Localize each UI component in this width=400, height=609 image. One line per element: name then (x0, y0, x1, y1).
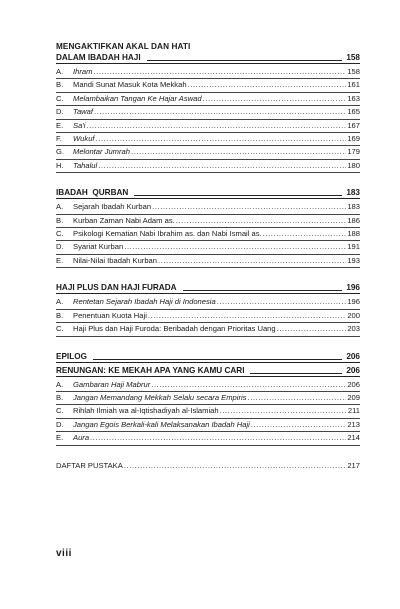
dot-leader (93, 66, 346, 78)
toc-entry-page: 213 (347, 419, 360, 429)
epilog-heading: EPILOG (56, 351, 87, 361)
toc-entry-page: 179 (347, 147, 360, 157)
toc-entry-page: 183 (347, 202, 360, 212)
section-page-number: 196 (346, 283, 360, 293)
section-page-number: 183 (346, 188, 360, 198)
section-heading-row (56, 282, 360, 294)
toc-entry-letter: B. (56, 215, 64, 225)
toc-item-list (56, 296, 360, 336)
toc-entry-page: 167 (347, 120, 360, 130)
toc-entry-letter: A. (56, 202, 64, 212)
toc-entry-title: Haji Plus dan Haji Furoda: Beribadah dengan Prioritas Uang (73, 324, 276, 334)
dot-leader (158, 255, 346, 267)
heading-rule (147, 60, 343, 61)
toc-entry (56, 379, 360, 392)
toc-item-list (56, 66, 360, 173)
toc-bibliography (56, 460, 360, 472)
toc-entry (56, 296, 360, 309)
toc-entry (56, 146, 360, 159)
section-heading-line2: DALAM IBADAH HAJI (56, 53, 141, 62)
toc-entry-title: Rihlah Ilmiah wa al-Iqtishadiyah al-Islamiah (73, 406, 219, 416)
section-heading-line1: MENGAKTIFKAN AKAL DAN HATI (56, 42, 191, 51)
heading-rule (183, 290, 343, 291)
toc-entry (56, 215, 360, 228)
toc-entry-page: 191 (347, 242, 360, 252)
page-folio: viii (56, 548, 72, 559)
bibliography-title: DAFTAR PUSTAKA (56, 460, 123, 470)
dot-leader (251, 419, 346, 431)
section-heading-row (56, 187, 360, 199)
toc-entry-letter: D. (56, 107, 64, 117)
toc-entry-page: 165 (347, 107, 360, 117)
toc-section-epilog (56, 351, 360, 446)
toc-section-haji-plus (56, 282, 360, 336)
toc-entry-page: 214 (347, 433, 360, 443)
toc-entry (56, 120, 360, 133)
heading-rule (134, 195, 342, 196)
dot-leader (176, 215, 347, 227)
toc-entry-page: 209 (347, 392, 360, 402)
toc-entry-page: 188 (347, 229, 360, 239)
toc-entry (56, 419, 360, 432)
toc-entry-title: Tawaf (73, 107, 93, 117)
dot-leader (152, 201, 346, 213)
toc-entry (56, 310, 360, 323)
toc-entry-page: 158 (347, 67, 360, 76)
renungan-heading: RENUNGAN: KE MEKAH APA YANG KAMU CARI (56, 365, 245, 375)
dot-leader (203, 93, 347, 105)
toc-entry-letter: B. (56, 80, 64, 90)
toc-entry-page: 206 (347, 379, 360, 389)
toc-entry (56, 255, 360, 268)
dot-leader (98, 160, 346, 172)
toc-entry-letter: A. (56, 67, 64, 76)
toc-entry (56, 160, 360, 173)
toc-entry-title: Gambaran Haji Mabrur (73, 379, 151, 389)
toc-entry-letter: F. (56, 134, 62, 144)
toc-entry-letter: G. (56, 147, 65, 157)
dot-leader (188, 79, 347, 91)
table-of-contents (56, 41, 360, 472)
toc-entry-title: Wukuf (73, 134, 95, 144)
toc-item-list (56, 201, 360, 268)
toc-entry-letter: C. (56, 406, 64, 416)
toc-entry (56, 392, 360, 405)
toc-entry-letter: D. (56, 242, 64, 252)
toc-entry-letter: E. (56, 120, 64, 130)
toc-entry-page: 163 (347, 93, 360, 103)
toc-entry-title: Rentetan Sejarah Ibadah Haji di Indonesia (73, 297, 216, 307)
toc-section-akal-hati (56, 41, 360, 173)
toc-entry-page: 196 (347, 297, 360, 307)
toc-entry (56, 66, 360, 79)
bibliography-page-number: 217 (347, 460, 360, 470)
toc-entry-letter: B. (56, 392, 64, 402)
toc-entry (56, 79, 360, 92)
dot-leader (124, 241, 346, 253)
toc-entry-page: 161 (347, 80, 360, 90)
section-heading: HAJI PLUS DAN HAJI FURADA (56, 283, 177, 293)
section-heading: IBADAH QURBAN (56, 188, 129, 198)
toc-entry-title: Jangan Memandang Mekkah Selalu secara Empiris (73, 392, 247, 402)
toc-entry-title: Psikologi Kematian Nabi Ibrahim as. dan Nabi Ismail as. (73, 229, 262, 239)
dot-leader (217, 296, 347, 308)
dot-leader (124, 460, 347, 472)
epilog-page-number: 206 (346, 351, 360, 361)
toc-entry-page: 211 (347, 406, 360, 416)
toc-entry (56, 432, 360, 445)
toc-entry-letter: C. (56, 324, 64, 334)
toc-entry-title: Melontar Jumrah (73, 147, 130, 157)
toc-item-list (56, 379, 360, 446)
toc-entry-title: Jangan Egois Berkali-kali Melaksanakan Ibadah Haji (73, 419, 250, 429)
toc-entry (56, 106, 360, 119)
dot-leader (247, 392, 346, 404)
toc-entry-letter: E. (56, 255, 64, 265)
toc-entry-title: Sejarah Ibadah Kurban (73, 202, 152, 212)
toc-entry-title: Syariat Kurban (73, 242, 124, 252)
epilog-heading-row (56, 351, 360, 363)
dot-leader (263, 228, 347, 240)
dot-leader (94, 106, 346, 118)
toc-entry-letter: A. (56, 379, 64, 389)
toc-entry-letter: C. (56, 93, 64, 103)
toc-entry-letter: H. (56, 160, 64, 170)
heading-rule (93, 359, 342, 360)
dot-leader (96, 133, 347, 145)
toc-entry-letter: A. (56, 297, 64, 307)
toc-entry-letter: C. (56, 229, 64, 239)
toc-entry (56, 323, 360, 336)
dot-leader (86, 120, 346, 132)
toc-entry (56, 241, 360, 254)
toc-entry-title: Ihram (73, 67, 93, 76)
dot-leader (90, 432, 346, 444)
toc-entry-title: Aura (73, 433, 90, 443)
toc-section-qurban (56, 187, 360, 268)
toc-entry-title: Nilai-Nilai Ibadah Kurban (73, 255, 157, 265)
toc-entry-title: Melambaikan Tangan Ke Hajar Aswad (73, 93, 202, 103)
dot-leader (131, 146, 346, 158)
toc-entry-title: Tahalul (73, 160, 98, 170)
renungan-page-number: 206 (346, 365, 360, 375)
toc-entry-letter: E. (56, 433, 64, 443)
toc-entry-page: 203 (347, 324, 360, 334)
dot-leader (220, 405, 347, 417)
toc-entry (56, 133, 360, 146)
dot-leader (277, 323, 347, 335)
renungan-heading-row (56, 365, 360, 377)
toc-entry-letter: D. (56, 419, 64, 429)
toc-entry-page: 200 (347, 310, 360, 320)
toc-entry-title: Penentuan Kuota Haji (73, 310, 147, 320)
toc-entry-title: Kurban Zaman Nabi Adam as. (73, 215, 175, 225)
section-page-number: 158 (346, 53, 360, 62)
toc-entry-page: 186 (347, 215, 360, 225)
dot-leader (151, 379, 346, 391)
toc-entry-page: 193 (347, 255, 360, 265)
dot-leader (148, 310, 346, 322)
toc-entry-title: Mandi Sunat Masuk Kota Mekkah (73, 80, 187, 90)
toc-entry (56, 405, 360, 418)
toc-entry (56, 93, 360, 106)
section-heading-row (56, 52, 360, 64)
toc-entry (56, 228, 360, 241)
toc-entry-letter: B. (56, 310, 64, 320)
toc-entry (56, 201, 360, 214)
heading-rule (250, 373, 342, 374)
toc-entry-page: 180 (347, 160, 360, 170)
toc-entry-title: Sa'i (73, 120, 86, 130)
toc-entry-page: 169 (347, 134, 360, 144)
